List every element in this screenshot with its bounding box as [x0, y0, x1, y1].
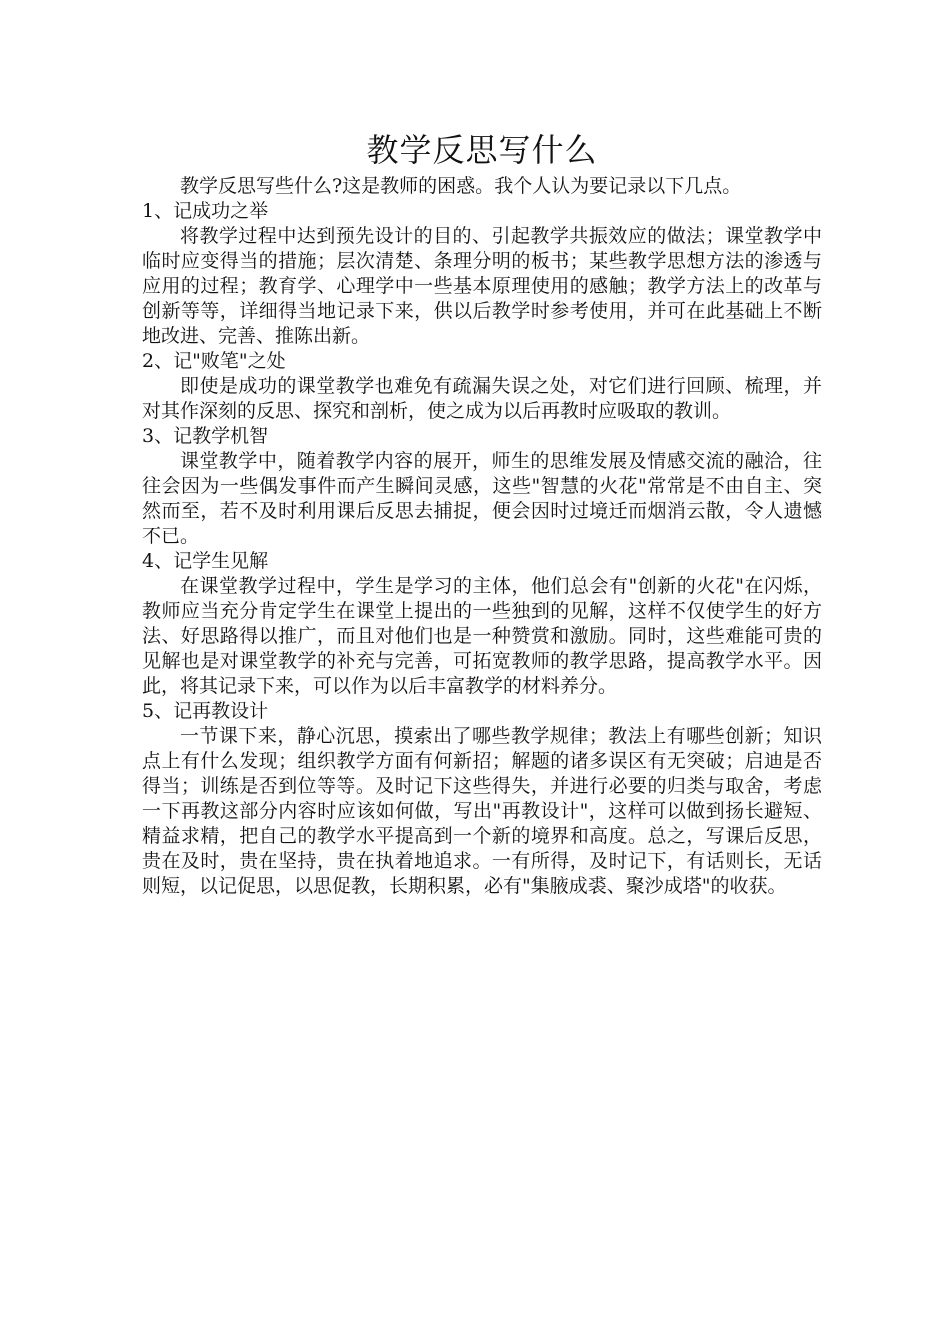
section-heading-1: 1、记成功之举 — [142, 200, 269, 222]
section-heading-3: 3、记教学机智 — [142, 425, 269, 447]
section-body-2: 即使是成功的课堂教学也难免有疏漏失误之处，对它们进行回顾、梳理，并对其作深刻的反思、探究和剖析，使之成为以后再教时应吸取的教训。 — [142, 375, 822, 422]
document-title: 教学反思写什么 — [366, 131, 598, 169]
intro-paragraph: 教学反思写些什么?这是教师的困惑。我个人认为要记录以下几点。 — [180, 175, 742, 197]
section-heading-4: 4、记学生见解 — [142, 550, 269, 572]
section-heading-5: 5、记再教设计 — [142, 700, 269, 722]
section-body-1: 将教学过程中达到预先设计的目的、引起教学共振效应的做法；课堂教学中临时应变得当的措施；层次清楚、条理分明的板书；某些教学思想方法的渗透与应用的过程；教育学、心理学中一些基本原理使用的感触；教学方法上的改革与创新等等，详细得当地记录下来，供以后教学时参考使用，并可在此基础上不断地改进、完善、推陈出新。 — [142, 225, 822, 347]
section-body-4: 在课堂教学过程中，学生是学习的主体，他们总会有"创新的火花"在闪烁，教师应当充分肯定学生在课堂上提出的一些独到的见解，这样不仅使学生的好方法、好思路得以推广，而且对他们也是一种赞赏和激励。同时，这些难能可贵的见解也是对课堂教学的补充与完善，可拓宽教师的教学思路，提高教学水平。因此，将其记录下来，可以作为以后丰富教学的材料养分。 — [142, 575, 822, 697]
section-heading-2: 2、记"败笔"之处 — [142, 350, 286, 372]
document-page — [142, 128, 822, 899]
section-body-5: 一节课下来，静心沉思，摸索出了哪些教学规律；教法上有哪些创新；知识点上有什么发现；组织教学方面有何新招；解题的诸多误区有无突破；启迪是否得当；训练是否到位等等。及时记下这些得失，并进行必要的归类与取舍，考虑一下再教这部分内容时应该如何做，写出"再教设计"，这样可以做到扬长避短、精益求精，把自己的教学水平提高到一个新的境界和高度。总之，写课后反思，贵在及时，贵在坚持，贵在执着地追求。一有所得，及时记下，有话则长，无话则短，以记促思，以思促教，长期积累，必有"集腋成裘、聚沙成塔"的收获。 — [142, 725, 822, 897]
section-body-3: 课堂教学中，随着教学内容的展开，师生的思维发展及情感交流的融洽，往往会因为一些偶发事件而产生瞬间灵感，这些"智慧的火花"常常是不由自主、突然而至，若不及时利用课后反思去捕捉，便会因时过境迁而烟消云散，令人遗憾不已。 — [142, 450, 822, 547]
